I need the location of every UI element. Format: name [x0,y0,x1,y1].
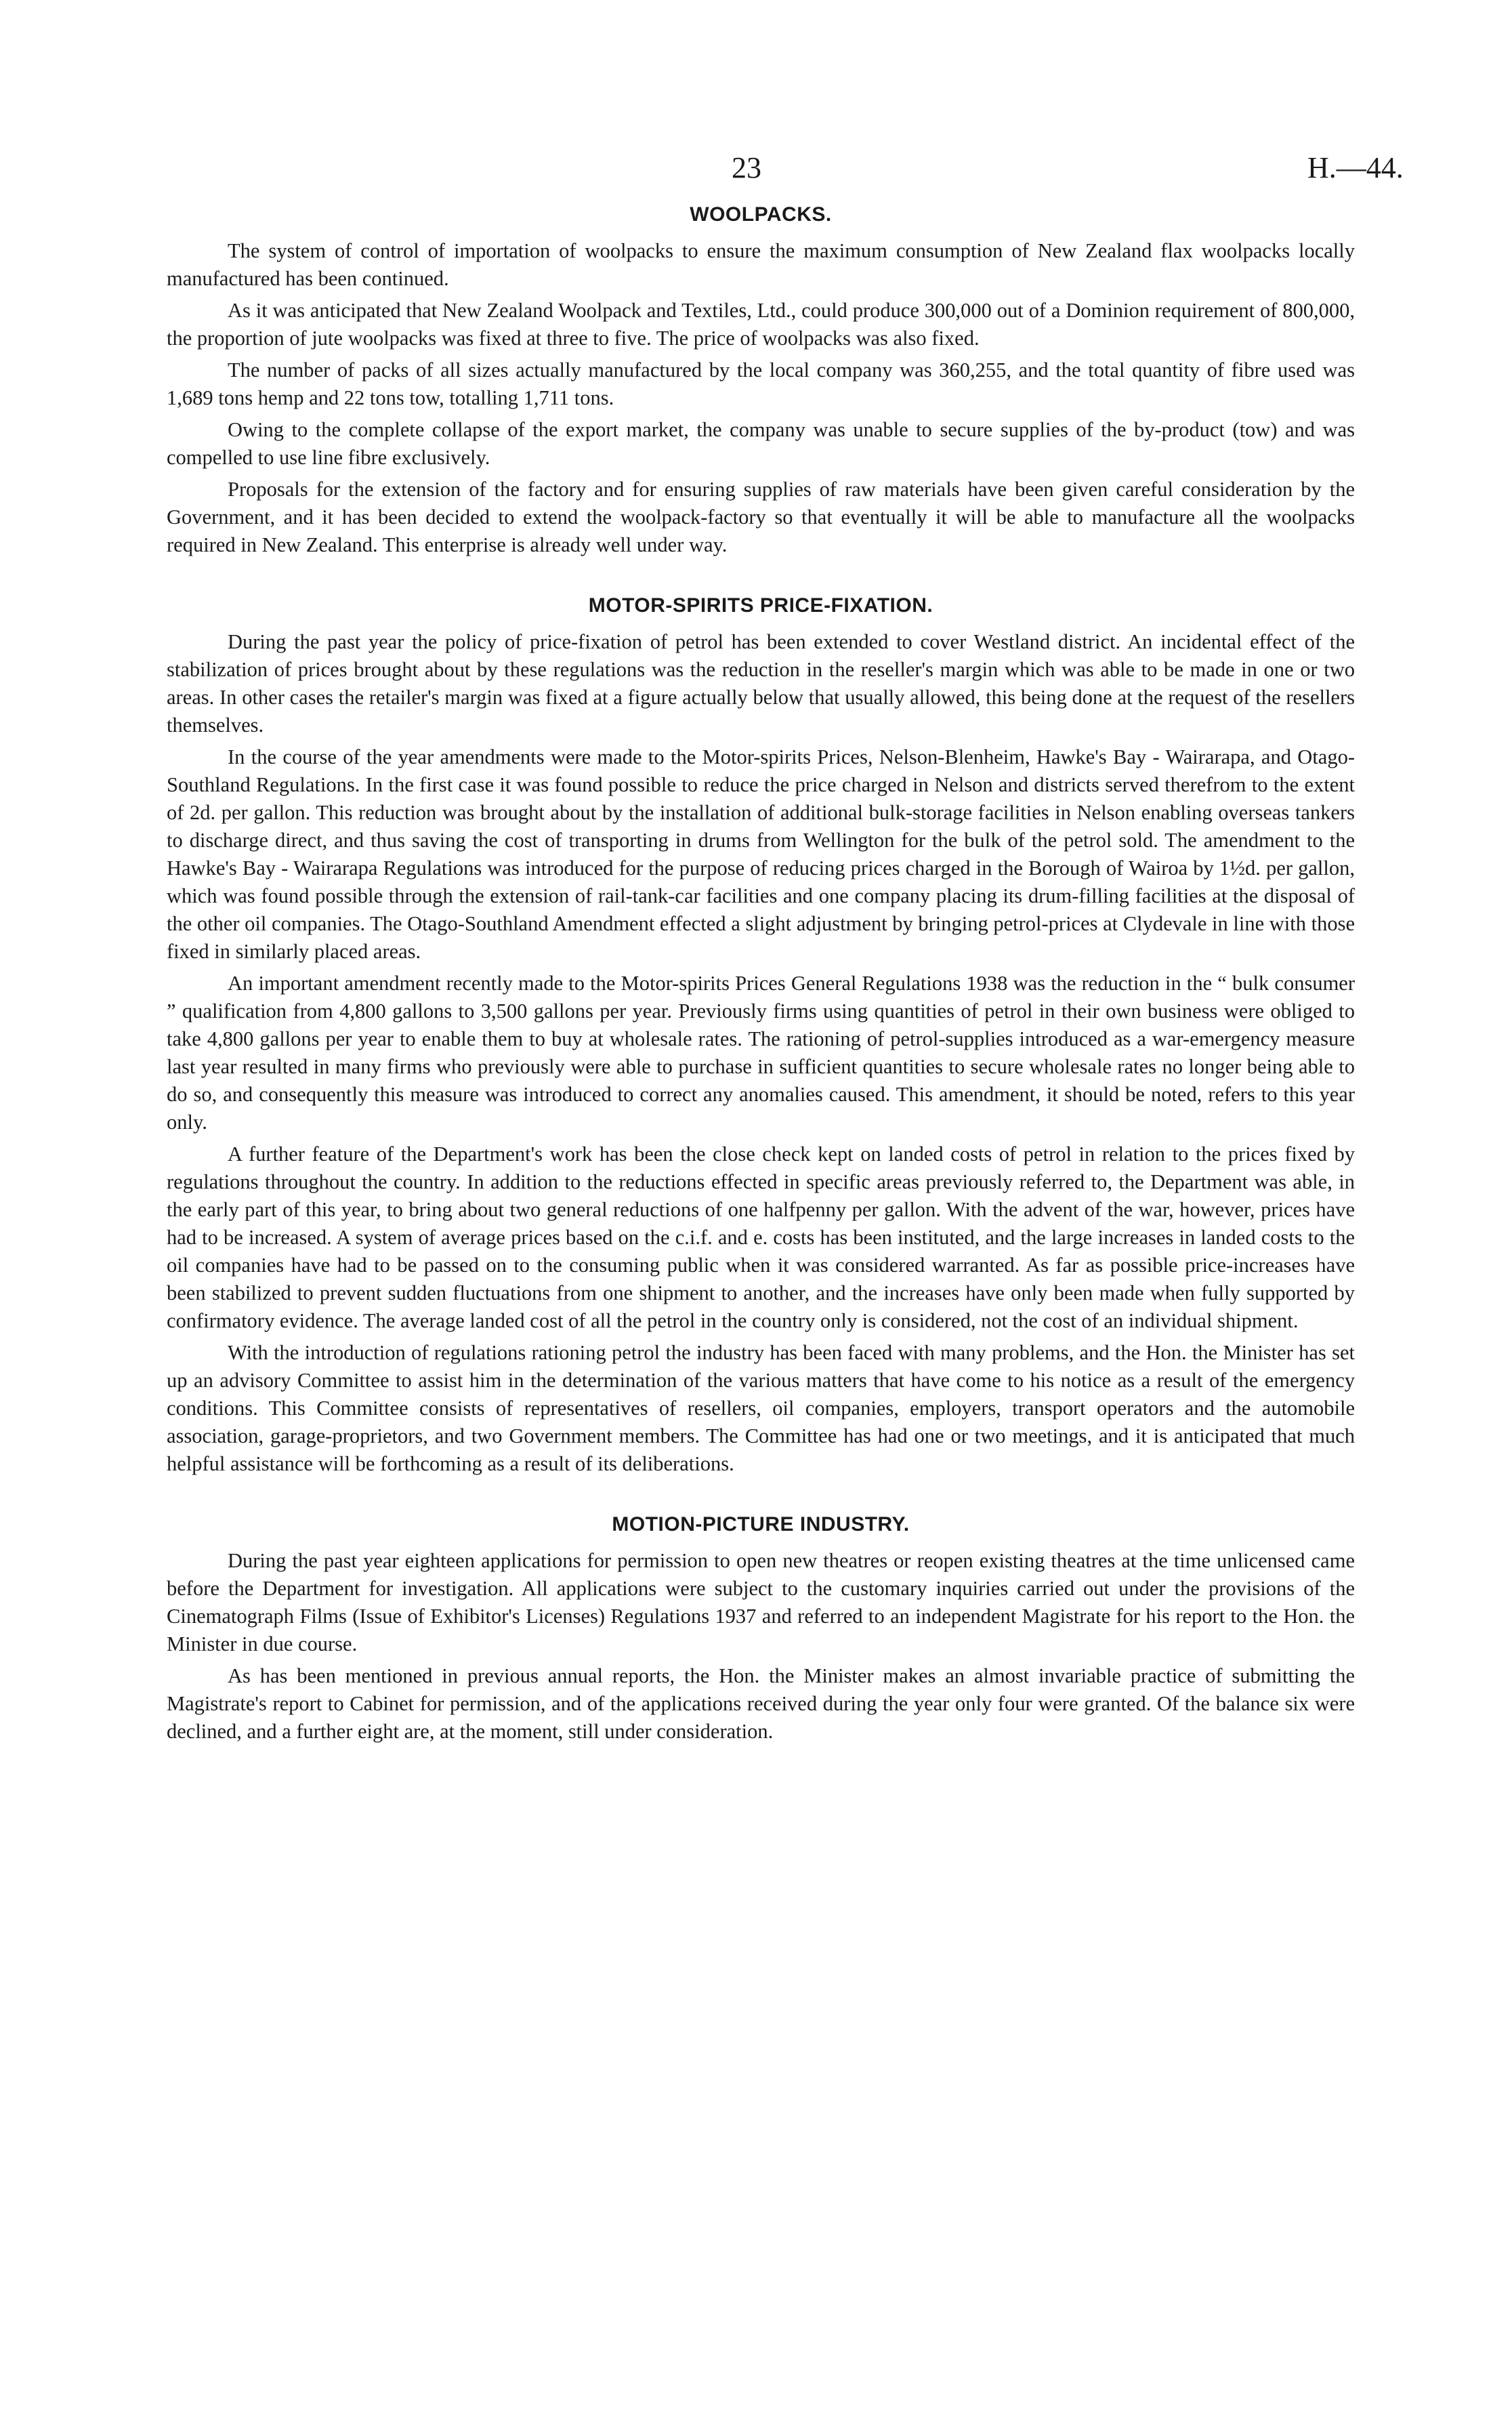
page-number: 23 [732,151,761,184]
page-header [0,150,1512,191]
section-title: MOTOR-SPIRITS PRICE-FIXATION. [588,594,933,617]
paragraph: During the past year eighteen applications for permission to open new theatres or reopen existing theatres at the time unlicensed came before the Department for investigation. All applications were subject to the customary inquiries carried out under the provisions of the Cinematograph Films (Issue of Exhibitor's Licenses) Regulations 1937 and referred to an independent Magistrate for his report to the Hon. the Minister in due course. [167,1549,1355,1655]
paragraph: A further feature of the Department's work has been the close check kept on landed costs of petrol in relation to the prices fixed by regulations throughout the country. In addition to the reductions effected in specific areas previously referred to, the Department was able, in the early part of this year, to bring about two general reductions of one halfpenny per gallon. With the advent of the war, however, prices have had to be increased. A system of average prices based on the c.i.f. and e. costs has been instituted, and the large increases in landed costs to the oil companies have had to be passed on to the consuming public when it was considered warranted. As far as possible price-increases have been stabilized to prevent sudden fluctuations from one shipment to another, and the increases have only been made when fully supported by confirmatory evidence. The average landed cost of all the petrol in the country only is considered, not the cost of an individual shipment. [167,1142,1355,1332]
section-motion-picture [167,1513,1355,1746]
paragraph: An important amendment recently made to the Motor-spirits Prices General Regulations 1938 was the reduction in the “ bulk consumer ” qualification from 4,800 gallons to 3,500 gallons per year. Previously firms using quantities of petrol in their own business were obliged to take 4,800 gallons per year to enable them to buy at wholesale rates. The rationing of petrol-supplies introduced as a war-emergency measure last year resulted in many firms who previously were able to purchase in sufficient quantities to secure wholesale rates no longer being able to do so, and consequently this measure was introduced to correct any anomalies caused. This amendment, it should be noted, refers to this year only. [167,972,1355,1134]
paragraph: With the introduction of regulations rationing petrol the industry has been faced with many problems, and the Hon. the Minister has set up an advisory Committee to assist him in the determination of the various matters that have come to his notice as a result of the emergency conditions. This Committee consists of representatives of resellers, oil companies, employers, transport operators and the automobile association, garage-proprietors, and two Government members. The Committee has had one or two meetings, and it is anticipated that much helpful assistance will be forthcoming as a result of its deliberations. [167,1341,1355,1475]
page-body [167,203,1355,1750]
section-title: MOTION-PICTURE INDUSTRY. [612,1513,910,1536]
section-woolpacks [167,203,1355,559]
section-title: WOOLPACKS. [690,203,832,226]
paragraph: The system of control of importation of woolpacks to ensure the maximum consumption of New Zealand flax woolpacks locally manufactured has been continued. [167,239,1355,290]
document-reference: H.—44. [1307,151,1404,184]
paragraph: As has been mentioned in previous annual reports, the Hon. the Minister makes an almost invariable practice of submitting the Magistrate's report to Cabinet for permission, and of the applications received during the year only four were granted. Of the balance six were declined, and a further eight are, at the moment, still under consideration. [167,1664,1355,1743]
paragraph: As it was anticipated that New Zealand Woolpack and Textiles, Ltd., could produce 300,000 out of a Dominion requirement of 800,000, the proportion of jute woolpacks was fixed at three to five. The price of woolpacks was also fixed. [167,299,1355,350]
paragraph: Proposals for the extension of the factory and for ensuring supplies of raw materials have been given careful consideration by the Government, and it has been decided to extend the woolpack-factory so that eventually it will be able to manufacture all the woolpacks required in New Zealand. This enterprise is already well under way. [167,478,1355,556]
paragraph: The number of packs of all sizes actually manufactured by the local company was 360,255, and the total quantity of fibre used was 1,689 tons hemp and 22 tons tow, totalling 1,711 tons. [167,358,1355,409]
paragraph: In the course of the year amendments were made to the Motor-spirits Prices, Nelson-Blenheim, Hawke's Bay - Wairarapa, and Otago-Southland Regulations. In the first case it was found possible to reduce the price charged in Nelson and districts served therefrom to the extent of 2d. per gallon. This reduction was brought about by the installation of additional bulk-storage facilities in Nelson enabling overseas tankers to discharge direct, and thus saving the cost of transporting in drums from Wellington for the bulk of the petrol sold. The amendment to the Hawke's Bay - Wairarapa Regulations was introduced for the purpose of reducing prices charged in the Borough of Wairoa by 1½d. per gallon, which was found possible through the extension of rail-tank-car facilities and one company placing its drum-filling facilities at the disposal of the other oil companies. The Otago-Southland Amendment effected a slight adjustment by bringing petrol-prices at Clydevale in line with those fixed in similarly placed areas. [167,745,1355,963]
paragraph: Owing to the complete collapse of the export market, the company was unable to secure supplies of the by-product (tow) and was compelled to use line fibre exclusively. [167,418,1355,469]
paragraph: During the past year the policy of price-fixation of petrol has been extended to cover Westland district. An incidental effect of the stabilization of prices brought about by these regulations was the reduction in the reseller's margin which was able to be made in one or two areas. In other cases the retailer's margin was fixed at a figure actually below that usually allowed, this being done at the request of the resellers themselves. [167,630,1355,737]
section-motor-spirits [167,594,1355,1478]
